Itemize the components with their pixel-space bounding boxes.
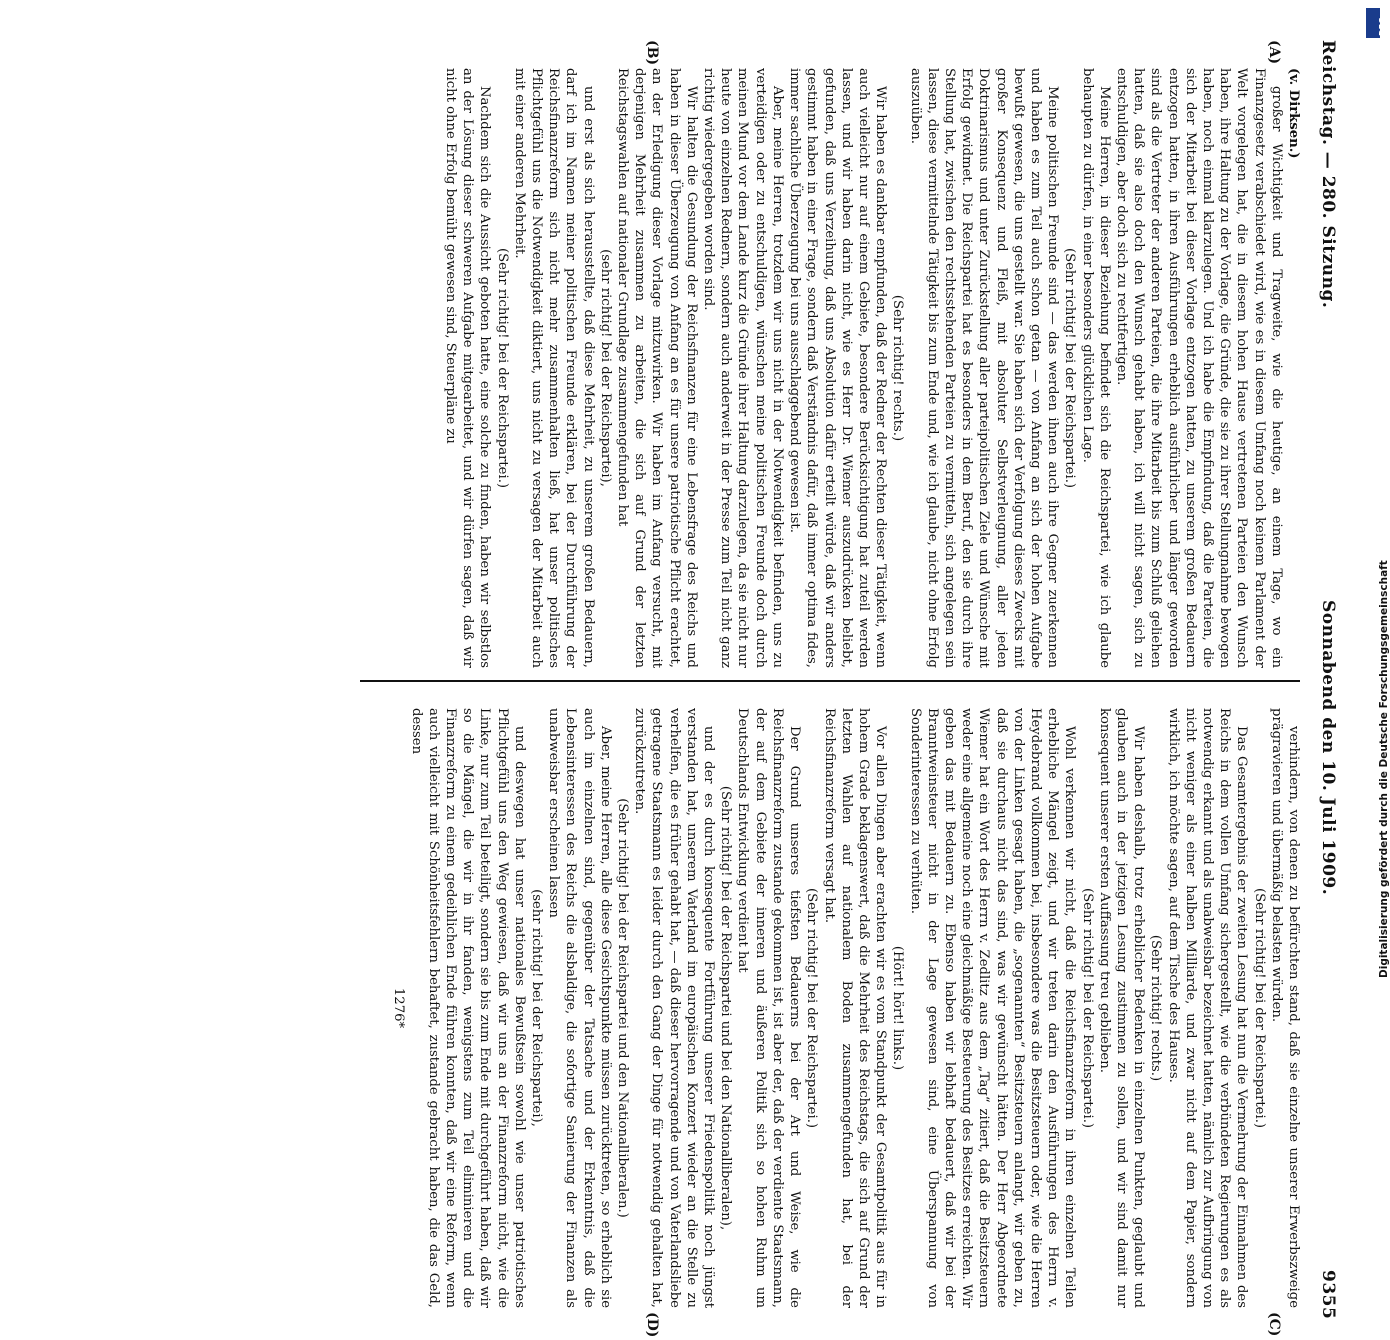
paragraph: verhindern, von denen zu befürchten stand, daß sie einzelne unserer Erwerbszweige prägravieren und übermäßig belasten würden.: [1268, 708, 1301, 1308]
paragraph: und erst als sich herausstellte, daß diese Mehrheit, zu unserem großen Bedauern, darf ich im Namen meiner politischen Freunde erklären, bei der Durchführung der Reichsfinanzreform sich nicht mehr zusammenhalten ließ, hat unser politisches Pflichtgefühl uns die Notwendigkeit diktiert, uns nicht zu versagen der Mitarbeit auch mit einer anderen Mehrheit.: [511, 68, 596, 668]
credit-text: Digitalisierung gefördert durch die Deutsche Forschungsgemeinschaft: [1378, 560, 1390, 978]
right-column: [362, 708, 1302, 1308]
paragraph: und deswegen hat unser nationales Bewußtsein sowohl wie unser patriotisches Pflichtgefühl uns den Weg gewiesen, daß wir uns an der Finanzreform nicht, wie die Linke, nur zum Teil beteiligt, sondern sie bis zum Ende mit durchgeführt haben, daß wir so die Mängel, die wir in ihr fanden, wenigstens zum Teil eliminieren und die Finanzreform zu einem gedeihlichen Ende führen konnten, daß wir eine Reform, wenn auch vielleicht mit Schönheitsfehlern behaftet, zustande gebracht haben, die das Geld, dessen: [408, 708, 527, 1308]
paragraph: großer Wichtigkeit und Tragweite, wie die heutige, an einem Tage, wo ein Finanzgesetz verabschiedet wird, wie es in diesem Umfang noch keinem Parlament der Welt vorgelegen hat, die in diesem hohen Hause vertretenen Parteien den Wunsch haben, ihre Haltung zu der Vorlage, die Gründe, die sie zu ihrer Stellungnahme bewogen haben, noch einmal klarzulegen. Und ich habe die Empfindung, daß die Parteien, die sich der Mitarbeit bei dieser Vorlage entzogen hatten, zu unserem großen Bedauern entzogen hatten, in ihren Ausführungen erheblich ausführlicher und länger geworden sind als die Vertreter der anderen Parteien, die ihre Mitarbeit bis zum Schluß geliehen hatten, daß sie also doch den Wunsch gehabt haben, ich will nicht sagen, sich zu entschuldigen, aber doch sich zu rechtfertigen.: [1113, 68, 1284, 668]
signature-mark: 1276*: [391, 987, 407, 1029]
paragraph: Meine Herren, in dieser Beziehung befindet sich die Reichspartei, wie ich glaube behaupten zu dürfen, in einer besonders glücklichen Lage.: [1079, 68, 1112, 668]
margin-marker-b: (B): [644, 40, 660, 66]
interjection: (Sehr richtig! bei der Reichspartei und bei den Nationalliberalen),: [718, 785, 734, 1231]
interjection: (Sehr richtig! rechts.): [1148, 934, 1164, 1082]
margin-marker-d: (D): [644, 1312, 660, 1338]
header-center: Sonnabend den 10. Juli 1909.: [1318, 600, 1338, 896]
paragraph: Nachdem sich die Aussicht geboten hatte, eine solche zu finden, haben wir selbstlos an der Lösung dieser schweren Aufgabe mitgearbeitet, und wir dürfen sagen, daß wir nicht ohne Erfolg bemüht gewesen sind, Steuerpläne zu: [443, 68, 493, 668]
interjection: (sehr richtig! bei der Reichspartei),: [597, 249, 613, 487]
paragraph: Wir haben es dankbar empfunden, daß der Redner der Rechten dieser Tätigkeit, wenn auch vielleicht nur auf einem Gebiete, besondere Berücksichtigung hat zuteil werden lassen, und wir haben darin nicht, wie es Herr Dr. Wiemer auszudrücken beliebt, gefunden, daß uns Verzeihung, daß uns Absolution dafür erteilt würde, daß wir anders gestimmt haben in einer Frage, sondern daß Verständnis dafür, daß immer optima fides, immer sachliche Überzeugung bei uns ausschlaggebend gewesen ist.: [787, 68, 889, 668]
interjection: (Sehr richtig! bei der Reichspartei.): [1251, 887, 1267, 1129]
margin-marker-a: (A): [1266, 40, 1282, 65]
paragraph: Wir halten die Gesundung der Reichsfinanzen für eine Lebensfrage des Reichs und haben in dieser Überzeugung von Anfang an es für unsere patriotische Pflicht erachtet, an der Erledigung dieser Vorlage mitzuwirken. Wir haben im Anfang versucht, mit derjenigen Mehrheit zusammen zu arbeiten, die sich auf Grund der letzten Reichstagswahlen auf nationaler Grundlage zusammengefunden hat: [615, 68, 699, 668]
paragraph: Meine politischen Freunde sind — das werden ihnen auch ihre Gegner zuerkennen und haben es zum Teil auch schon getan — von Anfang an sich der hohen Aufgabe bewußt gewesen, die uns gestellt war. Sie haben sich der Verfolgung dieses Zwecks mit großer Konsequenz und Fleiß, mit absoluter Selbstverleugnung, aller jeden Doktrinarismus und unter Zurückstellung aller parteipolitischen Ziele und Wünsche mit Erfolg gewidmet. Die Reichspartei hat es besonders in dem Beruf, den sie durch ihre Stellung hat, zwischen den rechtsstehenden Parteien zu vermitteln, sich angelegen sein lassen, diese vermittelnde Tätigkeit bis zum Ende und, wie ich glaube, nicht ohne Erfolg auszuüben.: [907, 68, 1061, 668]
interjection: (Sehr richtig! bei der Reichspartei.): [804, 887, 820, 1129]
interjection: (sehr richtig! bei der Reichspartei),: [529, 889, 545, 1127]
paragraph: Wohl verkennen wir nicht, daß die Reichsfinanzreform in ihren einzelnen Teilen erhebliche Mängel zeigt, und wir treten darin den Ausführungen des Herrn v. Heydebrand vollkommen bei, insbesondere was die Besitzsteuern oder, wie die Herren von der Linken gesagt haben, die „sogenannten“ Besitzsteuern anlangt, wir geben zu, daß sie durchaus nicht das sind, was wir gewünscht hätten. Der Herr Abgeordnete Wiemer hat ein Wort des Herrn v. Zedlitz aus dem „Tag“ zitiert, daß die Besitzsteuern weder eine allgemeine noch eine gleichmäßige Besteuerung des Besitzes erreichten. Wir geben das mit Bedauern zu. Ebenso haben wir lebhaft bedauert, daß wir bei der Branntweinsteuer nicht in der Lage gewesen sind, eine Überspannung von Sonderinteressen zu verhüten.: [907, 708, 1078, 1308]
speaker-name: (v. Dirksen.): [1286, 68, 1301, 159]
dfg-logo-icon: DFG: [1366, 8, 1380, 38]
page-number: 9355: [1318, 1270, 1338, 1320]
page-header: [1310, 40, 1340, 1340]
interjection: (Hört! hört! links.): [890, 945, 906, 1071]
rotated-print-page: [40, 40, 1340, 1338]
paragraph: Vor allen Dingen aber erachten wir es vom Standpunkt der Gesamtpolitik aus für in hohem Grade beklagenswert, daß die Mehrheit des Reichstags, die sich auf Grund der letzten Wahlen auf nationalem Boden zusammengefunden hat, bei der Reichsfinanzreform versagt hat.: [821, 708, 889, 1308]
paragraph: und der es durch konsequente Fortführung unserer Friedenspolitik noch jüngst verstanden hat, unserem Vaterland im europäischen Konzert wieder an die Stelle zu verhelfen, die es früher gehabt hat, — daß dieser hervorragende und von Vaterlandsliebe getragene Staatsmann es leider durch den Gang der Dinge für notwendig gehalten hat, zurückzutreten.: [632, 708, 717, 1308]
paragraph: Aber, meine Herren, trotzdem wir uns nicht in der Notwendigkeit befinden, uns zu verteidigen oder zu entschuldigen, wünschen meine politischen Freunde doch durch meinen Mund vor dem Lande kurz die Gründe ihrer Haltung darzulegen, da sie nicht nur heute von einzelnen Rednern, sondern auch anderweit in der Presse zum Teil nicht ganz richtig wiedergegeben worden sind.: [701, 68, 785, 668]
paragraph: Der Grund unseres tiefsten Bedauerns bei der Art und Weise, wie die Reichsfinanzreform zustande gekommen ist, ist aber der, daß der verdiente Staatsmann, der auf dem Gebiete der inneren und äußeren Politik sich so hohen Ruhm um Deutschlands Entwicklung verdient hat: [735, 708, 803, 1308]
interjection: (Sehr richtig! bei der Reichspartei und den Nationalliberalen.): [615, 798, 631, 1218]
left-column: [362, 68, 1302, 668]
header-left: Reichstag. — 280. Sitzung.: [1318, 40, 1338, 309]
margin-marker-c: (C): [1266, 1312, 1282, 1337]
paragraph: Aber, meine Herren, alle diese Gesichtspunkte müssen zurücktreten, so erheblich sie auch im einzelnen sind, gegenüber der Tatsache und der Erkenntnis, daß die Lebensinteressen des Reichs die alsbaldige, die sofortige Sanierung der Finanzen als unabweisbar erscheinen lassen: [546, 708, 613, 1308]
interjection: (Sehr richtig! bei der Reichspartei.): [494, 247, 510, 489]
paragraph: Wir haben deshalb, trotz erheblicher Bedenken in einzelnen Punkten, geglaubt und glauben auch in der jetzigen Lesung zustimmen zu sollen, und wir sind damit nur konsequent unserer ersten Auffassung treu geblieben.: [1096, 708, 1147, 1308]
interjection: (Sehr richtig! rechts.): [890, 294, 906, 442]
column-divider: [360, 680, 1300, 682]
paragraph: Das Gesamtergebnis der zweiten Lesung hat nun die Vermehrung der Einnahmen des Reichs in dem vollen Umfang sichergestellt, wie die verbündeten Regierungen es als notwendig erkannt und als unabweisbar bezeichnet hatten, nämlich zur Aufbringung von nicht weniger als einer halben Milliarde, und zwar nicht auf dem Papier, sondern wirklich, ich möchte sagen, auf dem Tische des Hauses.: [1165, 708, 1250, 1308]
interjection: (Sehr richtig! bei der Reichspartei.): [1079, 887, 1095, 1129]
interjection: (Sehr richtig! bei der Reichspartei.): [1062, 247, 1078, 489]
